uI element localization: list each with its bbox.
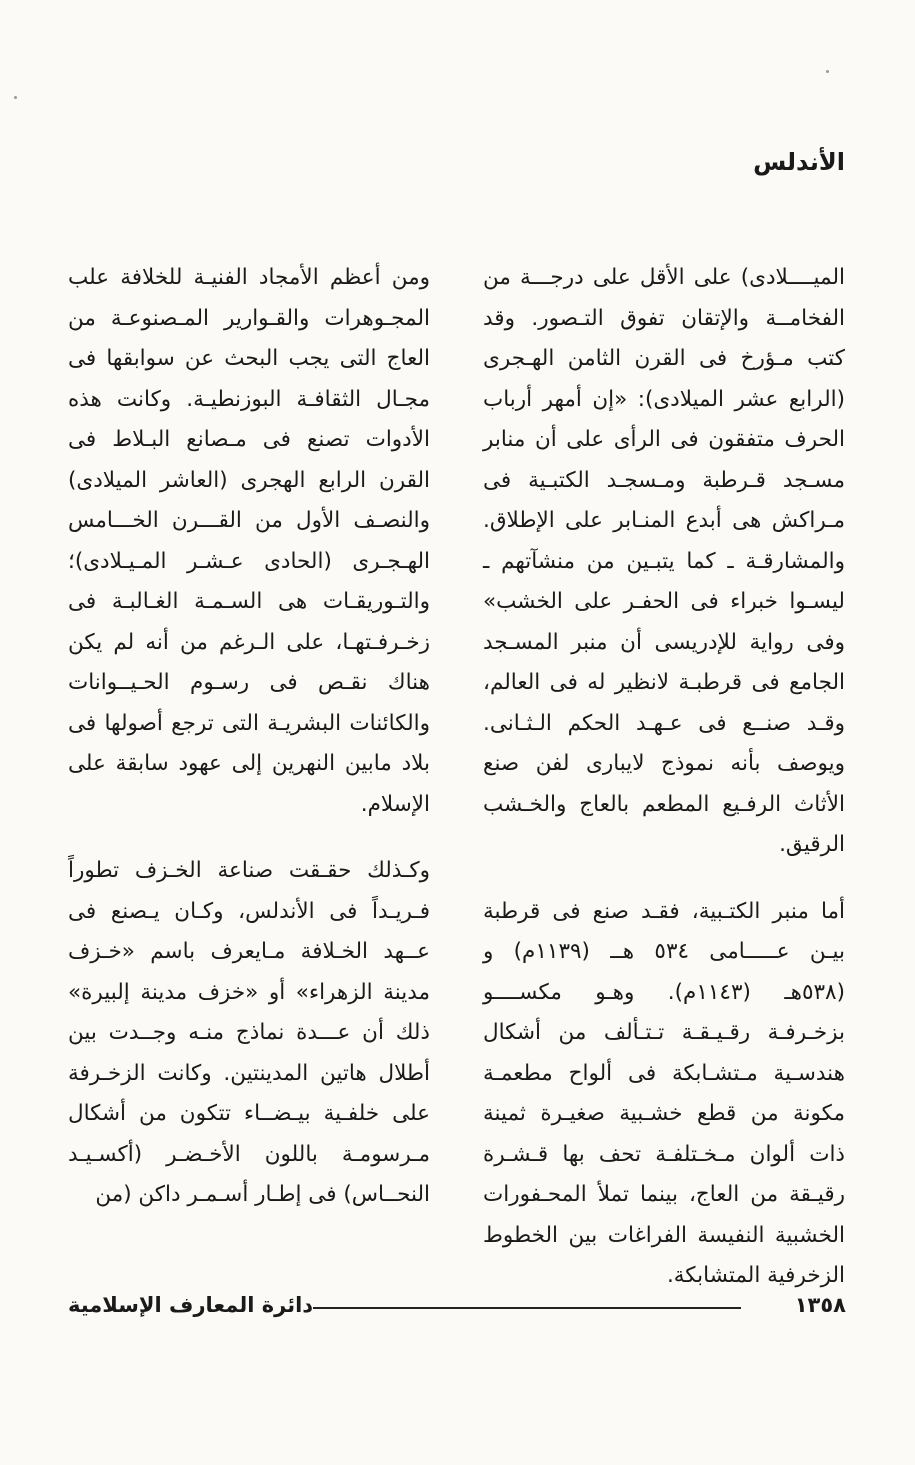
footer-rule [313,1307,741,1309]
paragraph-ivory-caskets: ومن أعظم الأمجاد الفنيـة للخلافة علب المجـوهرات والقـوارير المـصنوعـة من العاج التى يجب البحث عن سوابقها فى مجـال الثقافـة البوزنطيـة. وكانت هذه الأدوات تصنع فى مـصانع البـلاط فى القرن الرابع الهجرى (العاشر الميلادى) والنصـف الأول من القـــرن الخـــامس الهـجـرى (الحادى عـشـر المـيـلادى)؛ والتـوريقـات هى السـمـة الغـالبـة فى زخـرفـتهـا، على الـرغم من أنه لم يكن هناك نقـص فى رسـوم الحـيــوانات والكائنات البشريـة التى ترجع أصولها فى بلاد مابين النهرين إلى عهود سابقة على الإسلام. [68,265,430,817]
paragraph-minbar-cordoba: الميــــلادى) على الأقل على درجـــة من الفخامــة والإتقان تفوق التـصور. وقد كتب مـؤرخ فى القرن الثامن الهـجرى (الرابع عشر الميلادى): «إن أمهر أرباب الحرف متفقون فى الرأى على أن منابر مسـجد قـرطبة ومـسجـد الكتبـية فى مـراكش هى أبدع المنـابر على الإطلاق. والمشارقـة ـ كما يتبـين من منشآتهم ـ ليسـوا خبراء فى الحفـر على الخشب» وفى رواية للإدريسى أن منبر المسـجد الجامع فى قرطبـة لانظير له فى العالم، وقـد صنــع فى عـهـد الحكم الـثـانى. ويوصف بأنه نموذج لايبارى لفن صنع الأثاث الرفـيع المطعم بالعاج والخـشب الرقيق. [483,265,845,857]
paragraph-ceramics: وكـذلك حقـقت صناعة الخـزف تطوراً فـريـداً فى الأندلس، وكـان يـصنع فى عــهد الخـلافة مـايعرف باسم «خـزف مدينة الزهراء» أو «خزف مدينة إلبيرة» ذلك أن عـــدة نماذج منـه وجــدت بين أطلال هاتين المدينتين. وكانت الزخـرفة على خلفـية بيـضــاء تتكون من أشكال مـرسومـة باللون الأخـضـر (أكسـيـد النحــاس) فى إطـار أسـمـر داكن (من [68,858,430,1207]
text-column-right [483,258,845,1297]
publication-title: دائرة المعارف الإسلامية [68,1293,314,1317]
paper-speck [14,96,17,99]
page-footer [68,1288,846,1322]
paragraph-minbar-kutubiyya: أما منبر الكتـبية، فقـد صنع فى قرطبة بيـن عـــــامى ٥٣٤ هــ (١١٣٩م) و (٥٣٨هـ (١١٤٣م). وهـو مكســــو بزخـرفـة رقـيـقـة تـتـألف من أشكال هندسـية مـتشـابكة فى ألواح مطعمـة مكونة من قطع خشـبية صغيـرة ثمينة ذات ألوان مـخـتلفـة تحف بها قـشـرة رقيـقة من العاج، بينما تملأ المحـفورات الخشبية النفيسة الفراغات بين الخطوط الزخرفية المتشابكة. [483,898,845,1288]
text-column-left [68,258,430,1216]
paper-speck [826,70,829,73]
page-number: ١٣٥٨ [794,1293,846,1317]
running-head: الأندلس [753,148,845,176]
